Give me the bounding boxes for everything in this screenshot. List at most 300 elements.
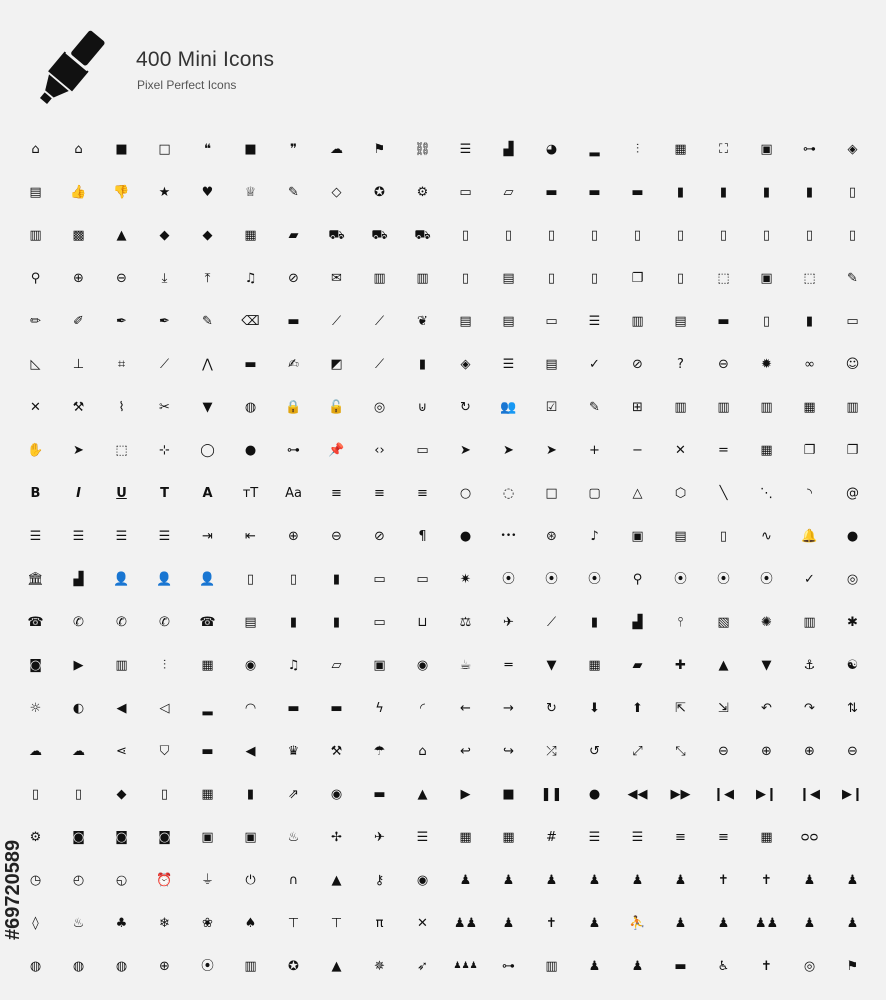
close-x-icon: ✕ (675, 443, 686, 458)
ipod-icon: ▮ (332, 572, 341, 587)
volume-icon: ◀ (116, 701, 127, 716)
thumbs-up-icon: 👍 (70, 185, 87, 200)
bold-icon: B (30, 486, 41, 501)
person-board-icon: ♟ (631, 959, 644, 974)
factory-icon: ▟ (73, 572, 84, 587)
clipboard-paste-icon: ▯ (547, 271, 556, 286)
people-talk-icon: ♟♟ (754, 916, 779, 931)
fullscreen-icon: ⛶ (718, 142, 729, 157)
redo-circle-icon: ↻ (546, 701, 557, 716)
globe-ring-icon: ◍ (115, 959, 128, 974)
aperture-icon: ◉ (416, 658, 429, 673)
wrench-icon: ⚒ (72, 400, 85, 415)
arrow-cursor-icon: ➤ (460, 443, 471, 458)
paint-roller-icon: ▬ (287, 314, 300, 329)
train-icon: ▣ (244, 830, 257, 845)
contrast-icon: ◐ (72, 701, 85, 716)
chat-bubbles-icon: ■ (244, 142, 257, 157)
feather-icon: ❦ (417, 314, 428, 329)
gas-pump-icon: ▮ (246, 787, 255, 802)
file-cursor-icon: ▯ (762, 228, 771, 243)
terminal-icon: ▭ (416, 443, 429, 458)
pushpin-icon: 📌 (328, 443, 345, 458)
duplicate-icon: ❐ (803, 443, 816, 458)
monitor-icon: ▭ (373, 572, 386, 587)
pen-alt-icon: ✒ (159, 314, 170, 329)
credit-card-icon: ▬ (717, 314, 730, 329)
flag-icon: ⚑ (373, 142, 386, 157)
tablet-icon: ▯ (289, 572, 298, 587)
checkmark-circle-icon: ✓ (589, 357, 600, 372)
umbrella-icon: ☂ (373, 744, 386, 759)
circle-dashed-icon: ◌ (502, 486, 515, 501)
car-front-icon: ◙ (72, 830, 85, 845)
tree-icon: ♠ (244, 916, 257, 931)
power-bolt-icon: ϟ (375, 701, 384, 716)
swap-vertical-icon: ⇅ (847, 701, 858, 716)
line-dashed-icon: ⋱ (760, 486, 773, 501)
paintbrush-icon: ⟋ (374, 314, 385, 329)
person-presenting-icon: ♟ (674, 916, 687, 931)
arrow-circle-up-icon: ⊕ (804, 744, 815, 759)
fast-forward-icon: ▶▶ (670, 787, 691, 802)
file-star-icon: ▯ (805, 228, 814, 243)
bar-chart-up-icon: ▟ (503, 142, 514, 157)
person-celebrate-icon: ✝ (546, 916, 557, 931)
layout-columns-icon: ▥ (717, 400, 730, 415)
map-marker-ground-icon: ⦿ (759, 572, 773, 587)
org-chart-icon: ⊶ (502, 959, 515, 974)
text-color-icon: A (202, 486, 213, 501)
lifebuoy-icon: ◎ (373, 400, 386, 415)
download-box-icon: ⬇ (589, 701, 600, 716)
pencil-icon: ✏ (30, 314, 41, 329)
microphone-icon: ♫ (244, 271, 257, 286)
person-arms-icon: ✝ (718, 873, 729, 888)
weight-icon: ▲ (718, 658, 729, 673)
tram-icon: ▣ (201, 830, 214, 845)
truck-icon: ▬ (373, 787, 386, 802)
checkbox-icon: ☑ (545, 400, 558, 415)
mail-icon: ✉ (331, 271, 342, 286)
document-image-icon: ▮ (805, 185, 814, 200)
building-crane-icon: ▟ (632, 615, 643, 630)
unlock-icon: 🔓 (328, 400, 345, 415)
phone-device-icon: ▯ (246, 572, 255, 587)
person-small-icon: ♟ (846, 873, 859, 888)
person-large-icon: ♟ (588, 959, 601, 974)
signpost-icon: ⊤ (287, 916, 300, 931)
circle-outline-icon: ○ (459, 486, 472, 501)
location-check-icon: ✓ (804, 572, 815, 587)
triangle-icon: △ (632, 486, 643, 501)
person-cancel-icon: ♟ (674, 873, 687, 888)
cursor-icon: ➤ (73, 443, 84, 458)
spray-icon: ▮ (418, 357, 427, 372)
dot-icon: ● (459, 529, 472, 544)
location-pyramid-icon: ▲ (331, 959, 342, 974)
plug-icon: ⏚ (200, 873, 214, 888)
gear-wheel-icon: ✹ (761, 357, 772, 372)
picnic-table-icon: π (375, 916, 384, 931)
thumbs-down-icon: 👎 (113, 185, 130, 200)
badge-star-icon: ✪ (374, 185, 385, 200)
italic-icon: I (76, 486, 81, 501)
fire-icon: ♨ (72, 916, 85, 931)
edit-square-icon: ✎ (589, 400, 600, 415)
clipboard-icon: ▯ (461, 271, 470, 286)
block-icon: ⊘ (374, 529, 385, 544)
download-icon: ⤓ (161, 271, 168, 286)
person-running-icon: ⛹ (629, 916, 646, 931)
person-flag-icon: ⚑ (846, 959, 859, 974)
record-icon: ● (588, 787, 601, 802)
arc-icon: ◝ (806, 486, 813, 501)
list-view-icon: ☰ (588, 830, 601, 845)
calendar-date-icon: ▦ (201, 787, 214, 802)
arrow-circle-left-icon: ⊖ (718, 744, 729, 759)
selection-dashed-icon: ⬚ (803, 271, 816, 286)
person-desk-icon: ♟ (717, 916, 730, 931)
map-pin-icon: ⦿ (501, 572, 515, 587)
motorcycle-icon: ⚙ (29, 830, 42, 845)
clipboard-list-icon: ▤ (502, 271, 515, 286)
map-icon: ▥ (244, 959, 257, 974)
megaphone-icon: ◀ (245, 744, 256, 759)
shield-icon: ▼ (761, 658, 772, 673)
pins-icon: ⦿ (673, 572, 687, 587)
test-tube-alt-icon: ▯ (74, 787, 83, 802)
knife-icon: ⟋ (546, 615, 557, 630)
rocket-icon: ▲ (417, 787, 428, 802)
table-icon: ▦ (760, 830, 773, 845)
group-icon: ♟♟♟ (453, 961, 478, 971)
phone-incoming-icon: ✆ (73, 615, 84, 630)
map-location-icon: ⚲ (632, 572, 643, 587)
alarm-clock-icon: ⏰ (156, 873, 173, 888)
battery-icon: ▬ (287, 701, 300, 716)
pulse-icon: ∿ (761, 529, 772, 544)
traffic-cone-icon: ▲ (116, 228, 127, 243)
upload-box-icon: ⬆ (632, 701, 643, 716)
list-compact-icon: ≡ (718, 830, 729, 845)
heart-icon: ♥ (201, 185, 214, 200)
tags-icon: ◆ (202, 228, 213, 243)
chat-bubble-outline-icon: □ (158, 142, 171, 157)
stamp-icon: ⊥ (72, 357, 85, 372)
phone-icon: ✆ (159, 615, 170, 630)
link-icon: ⛓ (414, 142, 431, 157)
hatch-icon: ▧ (717, 615, 730, 630)
minus-circle-outline-icon: ⊖ (331, 529, 342, 544)
brightness-icon: ☼ (29, 701, 42, 716)
old-phone-icon: ☎ (199, 615, 216, 630)
star-icon: ★ (158, 185, 171, 200)
line-diagonal-icon: ╲ (719, 486, 728, 501)
venn-icon: ⊛ (546, 529, 557, 544)
table-layout-icon: ▦ (803, 400, 816, 415)
align-center-icon: ☰ (72, 529, 85, 544)
qr-code-icon: ▩ (72, 228, 85, 243)
plus-icon: + (589, 443, 600, 458)
equalizer-icon: ⫶ (162, 658, 167, 673)
list-lines-icon: ≡ (675, 830, 686, 845)
laptop-icon: ▭ (416, 572, 429, 587)
speaker-podium-icon: ♟ (803, 916, 816, 931)
cloud-upload-icon: ☁ (29, 744, 42, 759)
clock-back-icon: ◷ (29, 873, 42, 888)
wheelchair-icon: ♿ (717, 959, 730, 974)
tickets-icon: ▱ (331, 658, 342, 673)
bounding-box-icon: ⬚ (115, 443, 128, 458)
palette-icon: ◍ (244, 400, 257, 415)
barcode-icon: ▥ (29, 228, 42, 243)
signal-icon: ▂ (202, 701, 213, 716)
pin-needle-icon: ⦿ (200, 959, 214, 974)
document-minus-icon: ▮ (762, 185, 771, 200)
code-icon: ‹› (374, 443, 385, 458)
books-icon: ▥ (631, 314, 644, 329)
crown-icon: ♛ (287, 744, 300, 759)
open-book-icon: ▭ (373, 615, 386, 630)
external-link-icon: ⇱ (675, 701, 686, 716)
globe-icon: ◍ (29, 959, 42, 974)
cloud-download-icon: ☁ (72, 744, 85, 759)
coffee-cup-icon: ☕ (459, 658, 472, 673)
document-icon: ▮ (676, 185, 685, 200)
upload-icon: ⤒ (204, 271, 211, 286)
sliders-icon: ⫶ (635, 142, 640, 157)
trophy-icon: ♕ (244, 185, 257, 200)
compass-rose-icon: ✪ (288, 959, 299, 974)
layers-icon: ◈ (847, 142, 858, 157)
anchor-icon: ⚓ (803, 658, 816, 673)
align-left-icon: ☰ (29, 529, 42, 544)
stop-icon: ■ (502, 787, 515, 802)
zoom-in-icon: ⊕ (73, 271, 84, 286)
presentation-icon: ▭ (846, 314, 859, 329)
signal-bars-icon: ▂ (589, 142, 600, 157)
lamp-icon: ▲ (331, 873, 342, 888)
funnel-icon: ▼ (202, 400, 213, 415)
redo-icon: ↷ (804, 701, 815, 716)
file-lock-icon: ▯ (676, 228, 685, 243)
indent-icon: ⇥ (202, 529, 213, 544)
paperclip-icon: ⌇ (118, 400, 125, 415)
cart-down-icon: ⛟ (414, 228, 431, 243)
t-shirt-icon: ▼ (546, 658, 557, 673)
gift-icon: ▦ (588, 658, 601, 673)
menu-lines-icon: ☰ (416, 830, 429, 845)
pause-icon: ❚❚ (540, 787, 563, 802)
running-exit-icon: ⇗ (288, 787, 299, 802)
minus-icon: − (632, 443, 643, 458)
bird-icon: ✈ (503, 615, 514, 630)
book-icon: ▯ (762, 314, 771, 329)
rewind-icon: ◀◀ (627, 787, 648, 802)
briefcase-icon: ▰ (288, 228, 299, 243)
help-circle-icon: ? (677, 357, 684, 372)
broadcast-icon: ◉ (244, 658, 257, 673)
mute-icon: ◁ (159, 701, 170, 716)
parent-child-icon: ♟ (502, 916, 515, 931)
pen-icon: ✒ (116, 314, 127, 329)
play-icon: ▶ (460, 787, 471, 802)
person-alt-icon: ♟ (502, 873, 515, 888)
wheel-icon: ✺ (761, 615, 772, 630)
hierarchy-icon: ⊶ (287, 443, 300, 458)
helicopter-icon: ✢ (331, 830, 342, 845)
skip-back-icon: ❙◀ (713, 787, 734, 802)
phone-outgoing-icon: ✆ (116, 615, 127, 630)
podcast-icon: ◎ (803, 959, 816, 974)
document-plus-icon: ▮ (719, 185, 728, 200)
scissors-icon: ✂ (159, 400, 170, 415)
stock-id: #69720589 (2, 839, 24, 940)
outdent-icon: ⇤ (245, 529, 256, 544)
list-check-icon: ≡ (417, 486, 428, 501)
sitemap-icon: ⊶ (803, 142, 816, 157)
spiral-icon: @ (846, 486, 859, 501)
undo-icon: ↶ (761, 701, 772, 716)
align-right-icon: ☰ (115, 529, 128, 544)
dropper-icon: ⟋ (374, 357, 385, 372)
step-forward-icon: ▶❙ (842, 787, 863, 802)
phone-ring-icon: ☎ (27, 615, 44, 630)
signpost-alt-icon: ⊤ (330, 916, 343, 931)
snowflake-icon: ❄ (159, 916, 170, 931)
edit-box-icon: ✎ (847, 271, 858, 286)
trash-icon: ▥ (373, 271, 386, 286)
pin-icon: ✎ (288, 185, 299, 200)
folder-icon: ▬ (545, 185, 558, 200)
plus-circle-icon: ⊕ (288, 529, 299, 544)
magnet-icon: ⊍ (417, 400, 428, 415)
bookmark-book-icon: ▮ (332, 615, 341, 630)
file-tag-icon: ▯ (676, 271, 685, 286)
gallery-icon: ▣ (631, 529, 644, 544)
bus-icon: ◙ (158, 830, 171, 845)
home-alt-icon: ⌂ (74, 142, 83, 157)
duplicate-alt-icon: ❐ (846, 443, 859, 458)
notebook-icon: ▤ (674, 314, 687, 329)
arrow-left-icon: ← (460, 701, 471, 716)
battery-charging-icon: ▬ (330, 701, 343, 716)
square-outline-icon: □ (545, 486, 558, 501)
forward-icon: ↪ (503, 744, 514, 759)
ellipsis-icon: ••• (500, 531, 517, 541)
couple-icon: ♟♟ (453, 916, 478, 931)
underline-icon: U (116, 486, 127, 501)
puzzle-icon: ✚ (675, 658, 686, 673)
drop-icon: ◊ (32, 916, 39, 931)
zoom-out-icon: ⊖ (116, 271, 127, 286)
person-stand-icon: ♟ (803, 873, 816, 888)
collapse-icon: ⤡ (675, 744, 686, 759)
music-note-icon: ♪ (590, 529, 599, 544)
expand-icon: ⤢ (632, 744, 643, 759)
person-icon: ♟ (459, 873, 472, 888)
user-plus-icon: 👤 (156, 572, 173, 587)
folder-minus-icon: ▬ (631, 185, 644, 200)
plus-box-icon: ⊞ (632, 400, 643, 415)
grid-icon: ▦ (674, 142, 687, 157)
traffic-light-icon: ▯ (160, 787, 169, 802)
infinity-icon: ∞ (804, 357, 815, 372)
text-size-icon: ᴛT (242, 486, 259, 501)
file-outline-icon: ▯ (461, 228, 470, 243)
file-zip-icon: ▯ (504, 228, 513, 243)
pilcrow-icon: ¶ (418, 529, 427, 544)
external-link-alt-icon: ⇲ (718, 701, 729, 716)
taxi-icon: ◙ (115, 830, 128, 845)
signature-icon: ✍ (288, 357, 299, 372)
step-back-icon: ❙◀ (799, 787, 820, 802)
copy-icon: ❐ (631, 271, 644, 286)
yin-yang-icon: ☯ (846, 658, 859, 673)
music-icon: ♫ (287, 658, 300, 673)
film-icon: ▥ (115, 658, 128, 673)
weightlifter-icon: ✝ (761, 959, 772, 974)
map-pin-plus-icon: ⦿ (544, 572, 558, 587)
align-left-bars-icon: ☰ (459, 142, 472, 157)
highlighter-logo-icon (24, 22, 116, 114)
crop-icon: ⌗ (117, 357, 126, 372)
cube-icon: ◈ (460, 357, 471, 372)
archive-icon: ▤ (459, 314, 472, 329)
timer-icon: ◵ (115, 873, 128, 888)
reply-icon: ↩ (460, 744, 471, 759)
voicemail-icon: ᴑᴑ (800, 830, 819, 845)
road-sign-icon: ◆ (116, 787, 127, 802)
pill-icon: ▬ (201, 744, 214, 759)
file-dashed-icon: ⬚ (717, 271, 730, 286)
cake-icon: ♨ (287, 830, 300, 845)
globe-grid-icon: ⊕ (159, 959, 170, 974)
refresh-target-icon: ↻ (460, 400, 471, 415)
home-icon: ⌂ (31, 142, 40, 157)
printer-small-icon: ▤ (674, 529, 687, 544)
fill-bucket-icon: ◩ (330, 357, 343, 372)
magic-wand-icon: ⟋ (159, 357, 170, 372)
fit-screen-icon: ▣ (760, 142, 773, 157)
ruler-icon: ▬ (244, 357, 257, 372)
documents-icon: ▯ (848, 185, 857, 200)
dumbbell-icon: ═ (504, 658, 513, 673)
person-plus-icon: ♟ (545, 873, 558, 888)
clapperboard-icon: ▦ (201, 658, 214, 673)
tag-outline-icon: ◇ (331, 185, 342, 200)
airplane-icon: ✈ (374, 830, 385, 845)
file-down-icon: ▯ (590, 228, 599, 243)
focus-plus-icon: ⊹ (159, 443, 170, 458)
camera-icon: ◙ (29, 658, 42, 673)
grid-apps-icon: ▦ (760, 443, 773, 458)
thought-bubble-icon: ☁ (330, 142, 343, 157)
file-image-icon: ▣ (760, 271, 773, 286)
folder-outline-icon: ▭ (459, 185, 472, 200)
video-icon: ▶ (73, 658, 84, 673)
play-pause-icon: ▶❙ (756, 787, 777, 802)
file-up-icon: ▯ (633, 228, 642, 243)
quote-bubble-icon: ❝ (204, 142, 211, 157)
layout-sidebar-icon: ▥ (674, 400, 687, 415)
basket-icon: ⊔ (417, 615, 428, 630)
bug-icon: ✱ (847, 615, 858, 630)
page-subtitle: Pixel Perfect Icons (137, 78, 237, 92)
trash-open-icon: ▥ (416, 271, 429, 286)
grid-hash-icon: # (546, 830, 557, 845)
